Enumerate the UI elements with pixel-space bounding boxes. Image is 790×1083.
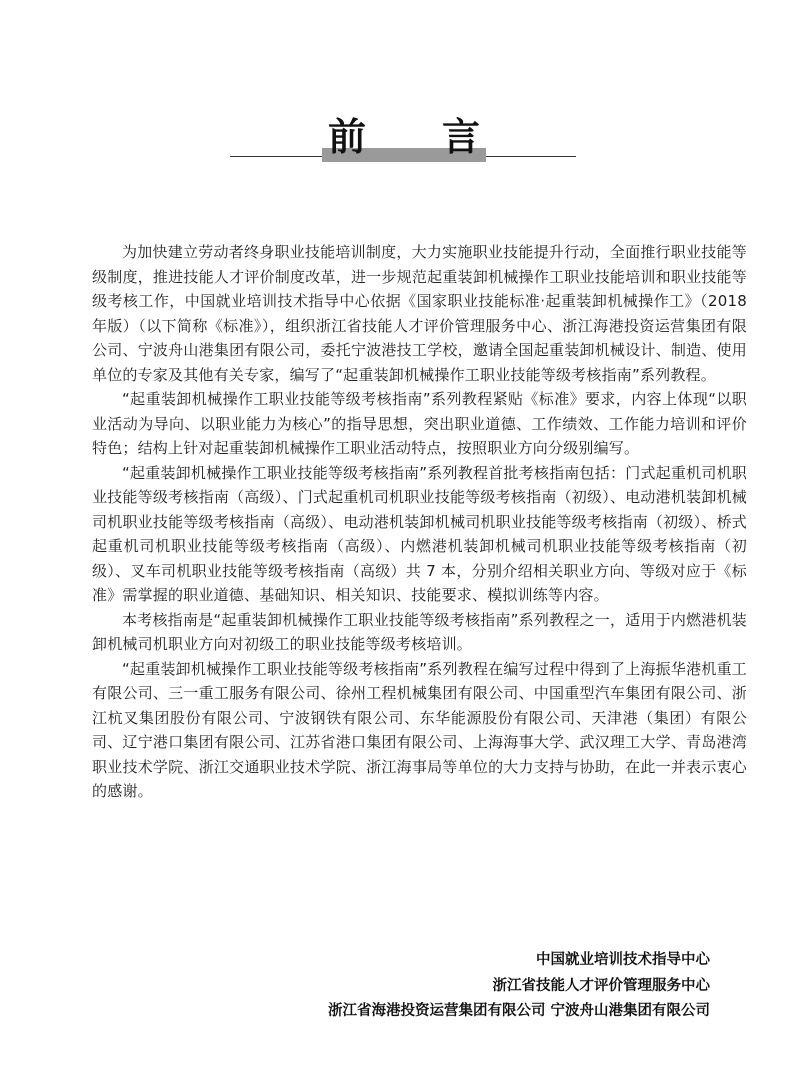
paragraph-5: “起重装卸机械操作工职业技能等级考核指南”系列教程在编写过程中得到了上海振华港机重工有限公司、三一重工服务有限公司、徐州工程机械集团有限公司、中国重型汽车集团有限公司、浙江杭叉集团股份有限公司、宁波钢铁有限公司、东华能源股份有限公司、天津港（集团）有限公司、辽宁港口集团有限公司、江苏省港口集团有限公司、上海海事大学、武汉理工大学、青岛港湾职业技术学院、浙江交通职业技术学院、浙江海事局等单位的大力支持与协助，在此一并表示衷心的感谢。 (92, 659, 747, 800)
paragraph-3: “起重装卸机械操作工职业技能等级考核指南”系列教程首批考核指南包括：门式起重机司机职业技能等级考核指南（高级）、门式起重机司机职业技能等级考核指南（初级）、电动港机装卸机械司机职业技能等级考核指南（高级）、电动港机装卸机械司机职业技能等级考核指南（初级）、桥式起重机司机职业技能等级考核指南（高级）、内燃港机装卸机械司机职业技能等级考核指南（初级）、叉车司机职业技能等级考核指南（高级）共 7 本，分别介绍相关职业方向、等级对应于《标准》需掌握的职业道德、基础知识、相关知识、技能要求、模拟训练等内容。 (92, 463, 747, 604)
signature-line-2: 浙江省技能人才评价管理服务中心 (492, 977, 710, 994)
preface-body (92, 240, 747, 804)
signature-block (110, 948, 710, 1025)
paragraph-1: 为加快建立劳动者终身职业技能培训制度，大力实施职业技能提升行动，全面推行职业技能等级制度，推进技能人才评价制度改革，进一步规范起重装卸机械操作工职业技能培训和职业技能等级考核工作，中国就业培训技术指导中心依据《国家职业技能标准·起重装卸机械操作工》（2018 年版）（以下简称《标准》），组织浙江省技能人才评价管理服务中心、浙江海港投资运营集团有限公司、宁波舟山港集团有限公司，委托宁波港技工学校，邀请全国起重装卸机械设计、制造、使用单位的专家及其他有关专家，编写了“起重装卸机械操作工职业技能等级考核指南”系列教程。 (92, 243, 747, 384)
paragraph-4: 本考核指南是“起重装卸机械操作工职业技能等级考核指南”系列教程之一，适用于内燃港机装卸机械司机职业方向对初级工的职业技能等级考核培训。 (92, 610, 747, 653)
signature-line-1: 中国就业培训技术指导中心 (536, 952, 710, 968)
title-char-1: 前 (328, 113, 367, 159)
signature-line-3: 浙江省海港投资运营集团有限公司 宁波舟山港集团有限公司 (327, 1003, 710, 1019)
paragraph-2: “起重装卸机械操作工职业技能等级考核指南”系列教程紧贴《标准》要求，内容上体现“以职业活动为导向、以职业能力为核心”的指导思想，突出职业道德、工作绩效、工作能力培训和评价特色；结构上针对起重装卸机械操作工职业活动特点，按照职业方向分级别编写。 (92, 390, 747, 457)
title-char-2: 言 (441, 113, 480, 159)
page-title (0, 108, 790, 170)
title-text (322, 108, 486, 158)
